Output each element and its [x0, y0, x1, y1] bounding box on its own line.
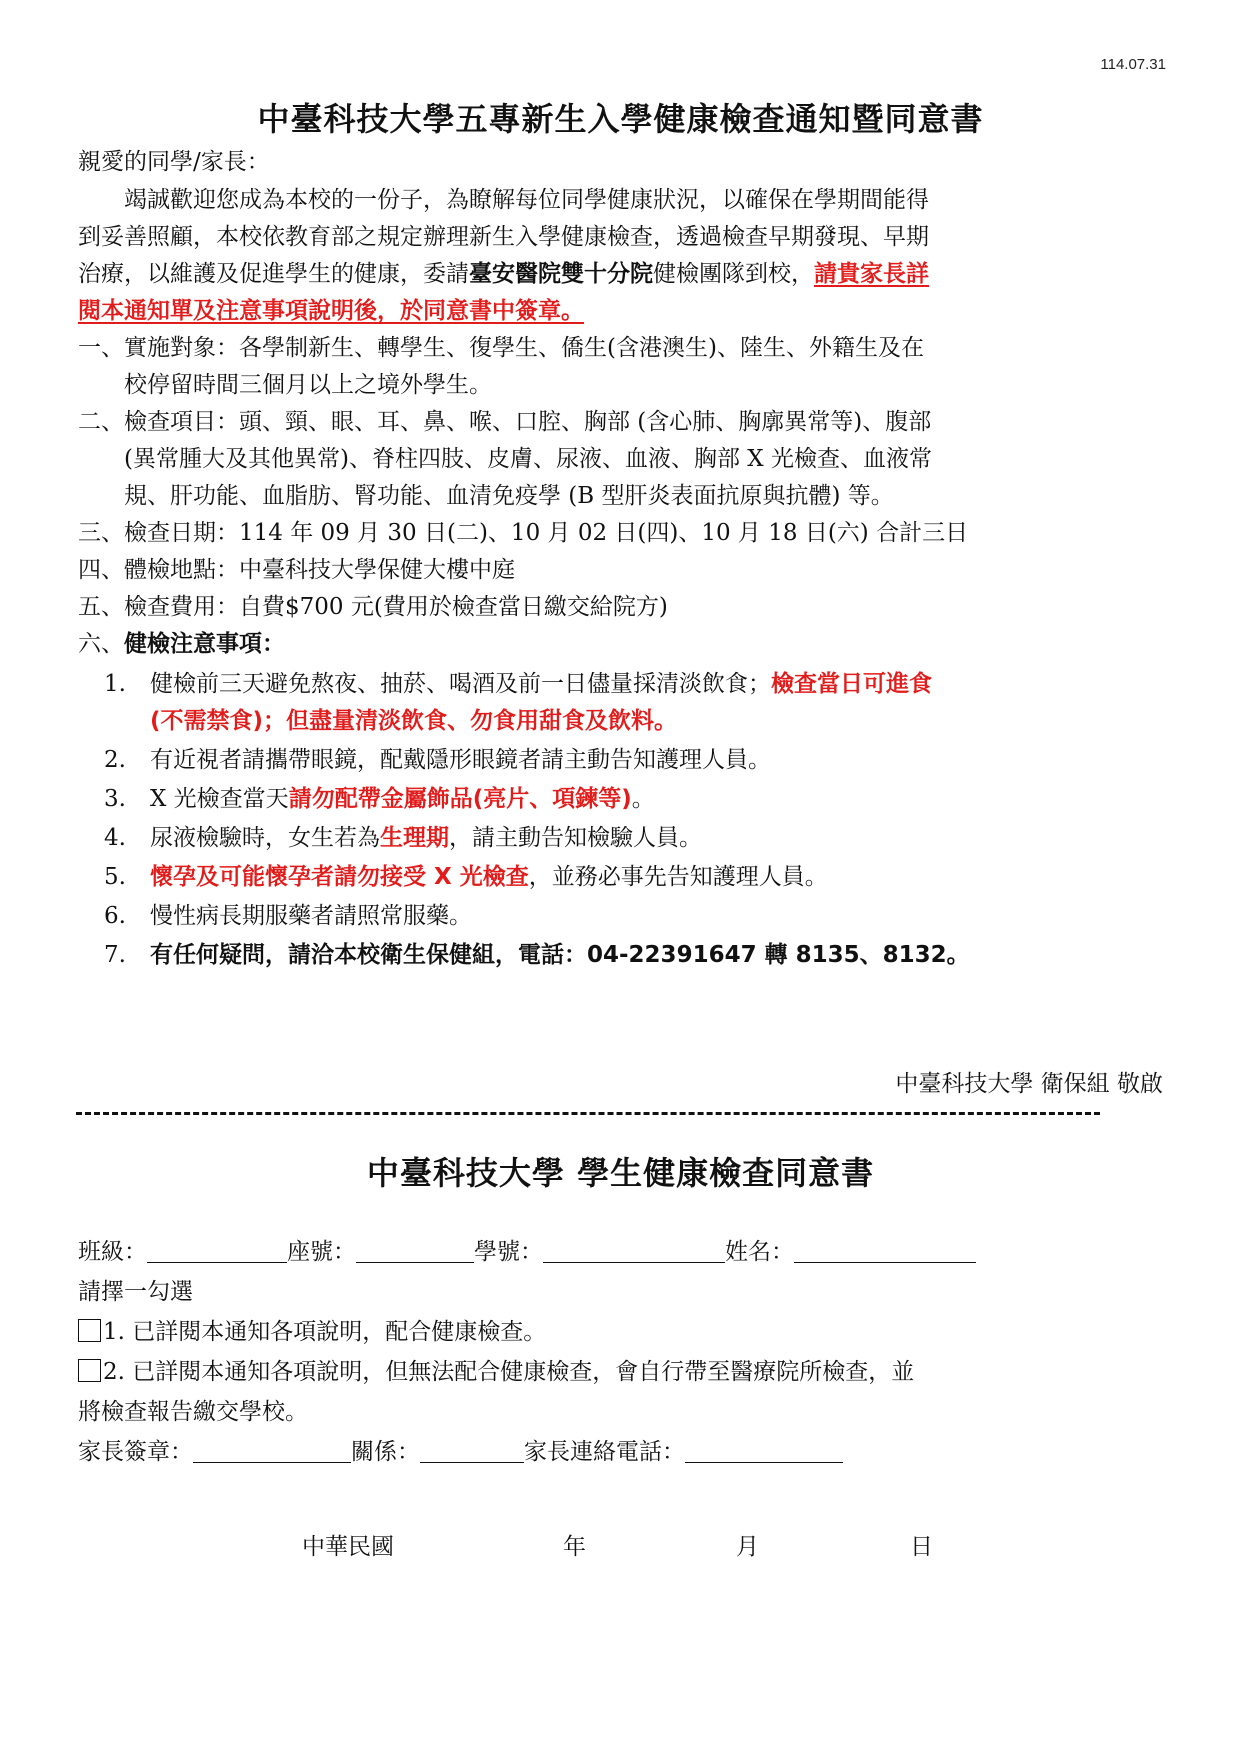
- date-year-label: 年: [563, 1534, 586, 1560]
- section-2-line-2: (異常腫大及其他異常)、脊柱四肢、皮膚、尿液、血液、胸部 X 光檢查、血液常: [124, 446, 932, 472]
- section-6-heading: [78, 624, 285, 664]
- section-4-location: 四、體檢地點：中臺科技大學保健大樓中庭: [78, 557, 515, 583]
- note-highlight: 生理期: [380, 825, 449, 851]
- choose-instruction: 請擇一勾選: [78, 1279, 193, 1305]
- class-field[interactable]: [147, 1236, 287, 1263]
- note-number: 6.: [104, 903, 126, 929]
- note-4: [104, 818, 702, 858]
- note-5: [104, 857, 828, 897]
- hospital-name: 臺安醫院雙十分院: [469, 261, 653, 287]
- cut-line-divider: [76, 1112, 1100, 1115]
- note-number: 3.: [104, 786, 126, 812]
- option-1-label: 1. 已詳閱本通知各項說明，配合健康檢查。: [103, 1319, 547, 1345]
- student-info-row: [78, 1232, 976, 1272]
- document-date: 114.07.31: [1100, 56, 1166, 73]
- intro-text: 治療，以維護及促進學生的健康，委請: [78, 261, 469, 287]
- contact-phone-text: 有任何疑問，請洽本校衛生保健組，電話：04-22391647 轉 8135、8132。: [150, 942, 970, 968]
- note-text: 慢性病長期服藥者請照常服藥。: [150, 903, 472, 929]
- option-1-checkbox[interactable]: [78, 1319, 101, 1342]
- option-2-row: [78, 1352, 914, 1392]
- note-3: [104, 779, 655, 819]
- note-highlight: (不需禁食)；但盡量清淡飲食、勿食用甜食及飲料。: [150, 708, 678, 734]
- date-prefix: 中華民國: [302, 1534, 394, 1560]
- note-text: 尿液檢驗時，女生若為: [150, 825, 380, 851]
- intro-line-4: [78, 291, 584, 331]
- note-text: 有近視者請攜帶眼鏡，配戴隱形眼鏡者請主動告知護理人員。: [150, 747, 771, 773]
- seat-label: 座號：: [287, 1239, 356, 1265]
- date-day-label: 日: [910, 1534, 933, 1560]
- option-2-label: 2. 已詳閱本通知各項說明，但無法配合健康檢查，會自行帶至醫療院所檢查，並: [103, 1359, 915, 1385]
- greeting: 親愛的同學/家長：: [78, 149, 270, 175]
- note-2: [104, 740, 771, 780]
- name-label: 姓名：: [725, 1239, 794, 1265]
- parent-signature-field[interactable]: [193, 1436, 351, 1463]
- parent-sign-label: 家長簽章：: [78, 1439, 193, 1465]
- parent-phone-field[interactable]: [685, 1436, 843, 1463]
- section-2-line-3: 規、肝功能、血脂肪、腎功能、血清免疫學 (B 型肝炎表面抗原與抗體) 等。: [124, 483, 894, 509]
- option-2-cont: 將檢查報告繳交學校。: [78, 1399, 308, 1425]
- intro-line-2: 到妥善照顧，本校依教育部之規定辦理新生入學健康檢查，透過檢查早期發現、早期: [78, 224, 929, 250]
- intro-text: 健檢團隊到校，: [653, 261, 814, 287]
- date-month-label: 月: [736, 1534, 759, 1560]
- relation-field[interactable]: [420, 1436, 524, 1463]
- option-2-checkbox[interactable]: [78, 1359, 101, 1382]
- section-1-line-2: 校停留時間三個月以上之境外學生。: [124, 372, 492, 398]
- note-6: [104, 896, 472, 936]
- option-1-row: [78, 1312, 546, 1352]
- intro-line-3: [78, 254, 929, 294]
- section-5-fee: 五、檢查費用：自費$700 元(費用於檢查當日繳交給院方): [78, 594, 668, 620]
- note-number: 2.: [104, 747, 126, 773]
- issuer-signature: 中臺科技大學 衛保組 敬啟: [895, 1071, 1163, 1097]
- page-title: 中臺科技大學五專新生入學健康檢查通知暨同意書: [257, 100, 984, 138]
- parent-request-highlight: 閱本通知單及注意事項說明後，於同意書中簽章。: [78, 298, 584, 324]
- consent-form-title: 中臺科技大學 學生健康檢查同意書: [366, 1154, 875, 1192]
- note-number: 5.: [104, 864, 126, 890]
- note-number: 7.: [104, 942, 126, 968]
- note-text: X 光檢查當天: [150, 786, 289, 812]
- student-id-field[interactable]: [543, 1236, 725, 1263]
- note-text: ，並務必事先告知護理人員。: [528, 864, 828, 890]
- student-id-label: 學號：: [474, 1239, 543, 1265]
- name-field[interactable]: [794, 1236, 976, 1263]
- class-label: 班級：: [78, 1239, 147, 1265]
- section-1-line-1: 一、實施對象：各學制新生、轉學生、復學生、僑生(含港澳生)、陸生、外籍生及在: [78, 335, 924, 361]
- parent-request-highlight: 請貴家長詳: [814, 261, 929, 287]
- parent-phone-label: 家長連絡電話：: [524, 1439, 685, 1465]
- note-text: ，請主動告知檢驗人員。: [449, 825, 702, 851]
- section-6-title: 健檢注意事項：: [124, 631, 285, 657]
- section-6-prefix: 六、: [78, 631, 124, 657]
- note-highlight: 請勿配帶金屬飾品(亮片、項鍊等): [288, 786, 632, 812]
- intro-line-1: 竭誠歡迎您成為本校的一份子，為瞭解每位同學健康狀況，以確保在學期間能得: [124, 187, 929, 213]
- note-highlight: 懷孕及可能懷孕者請勿接受 X 光檢查: [150, 864, 529, 890]
- relation-label: 關係：: [351, 1439, 420, 1465]
- note-7-contact: [104, 935, 970, 975]
- note-number: 1.: [104, 671, 126, 697]
- note-text: 。: [631, 786, 655, 812]
- seat-number-field[interactable]: [356, 1236, 474, 1263]
- note-1-cont: [150, 701, 677, 741]
- section-2-line-1: 二、檢查項目：頭、頸、眼、耳、鼻、喉、口腔、胸部 (含心肺、胸廓異常等)、腹部: [78, 409, 932, 435]
- note-number: 4.: [104, 825, 126, 851]
- section-3-exam-dates: 三、檢查日期：114 年 09 月 30 日(二)、10 月 02 日(四)、10 月 18 日(六) 合計三日: [78, 520, 969, 546]
- note-highlight: 檢查當日可進食: [771, 671, 932, 697]
- note-1: [104, 664, 932, 704]
- parent-info-row: [78, 1432, 843, 1472]
- note-text: 健檢前三天避免熬夜、抽菸、喝酒及前一日儘量採清淡飲食；: [150, 671, 771, 697]
